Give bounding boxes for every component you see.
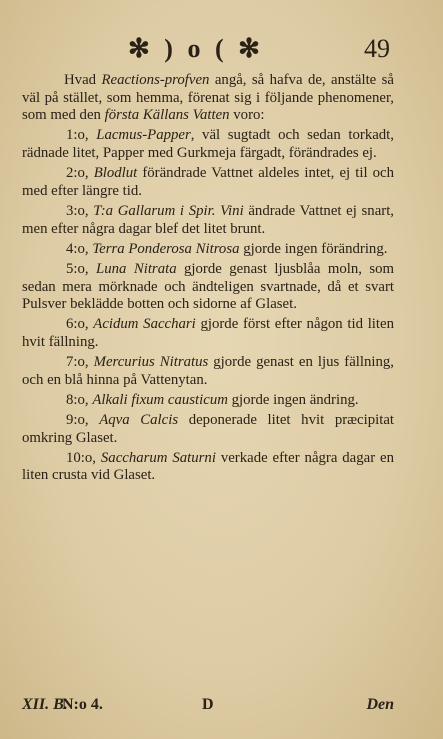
gathering-letter: D [202,696,214,713]
para-text: gjorde först efter någon tid liten hvit fällning. [22,316,394,350]
para-number: 10:o, [66,449,101,466]
paragraph-5 [22,261,394,314]
para-text: ändrade Vattnet ej snart, men efter några dagar blef det litet brunt. [22,202,394,237]
paragraph-2 [22,165,394,200]
para-text: verkade efter några dagar en liten crusta vid Glaset. [22,449,394,484]
para-text: gjorde genast ljusblåa moln, som sedan mera mörknade och ändteligen svartnade, då et svart Pulsver beklädde botten och sidorne af Glaset. [22,260,395,313]
paragraph-7 [22,354,394,389]
para-reagent: Acidum Sacchari [93,316,196,333]
para-number: 8:o, [66,391,93,408]
paragraph-6 [22,316,394,351]
para-text: gjorde ingen ändring. [227,391,359,408]
para-text: gjorde ingen förändring. [239,240,388,257]
para-text: deponerade litet hvit præcipitat omkring Glaset. [22,412,394,446]
paragraph-intro [22,72,394,125]
para-number: 3:o, [66,202,94,219]
page-number: 49 [364,34,390,63]
para-reagent: Saccharum Saturni [100,449,216,466]
para-number: 5:o, [66,260,97,277]
paragraph-1 [22,127,394,162]
para-number: 1:o, [66,127,97,144]
paragraph-3 [22,203,394,238]
para-reagent: Alkali fixum causticum [92,391,228,408]
running-header [0,34,443,68]
para-text: gjorde genast en ljus fällning, och en blå hinna på Vattenytan. [22,354,394,388]
paragraph-10 [22,450,394,485]
para-reagent: Blodlut [93,165,138,182]
para-number: 2:o, [66,165,94,182]
para-text-2: voro: [229,107,265,124]
para-reagent: Mercurius Nitratus [93,354,209,371]
paragraph-8 [22,392,394,410]
para-text: , väl sugtadt och sedan torkadt, rädnade litet, Papper med Gurkmeja färgadt, förändrades ej. [22,127,394,161]
para-number: 9:o, [66,412,100,429]
para-text: förändrade Vattnet aldeles intet, ej til och med efter längre tid. [22,165,394,199]
para-reagent: Terra Ponderosa Nitrosa [92,240,240,257]
para-reagent: Luna Nitrata [96,260,177,277]
para-italic-term: Reactions-profven [101,72,210,88]
paragraph-9 [22,412,394,447]
para-number: 7:o, [66,354,94,371]
para-text: angå, så hafva de, anstälte så väl på stället, som hemma, förenat sig i följande phenomener, som med den [22,72,394,124]
catchword: Den [366,696,394,713]
para-reagent: Aqva Calcis [99,412,179,429]
signature-number: N:o 4. [62,696,103,713]
paragraph-4 [22,241,394,259]
page-footer [22,696,394,720]
header-ornament: ✻ ) o ( ✻ [128,34,264,63]
para-reagent: Lacmus-Papper [96,127,191,144]
signature-mark: XII. B. [22,696,68,713]
para-number: 4:o, [66,240,93,257]
para-reagent: T:a Gallarum i Spir. Vini [93,202,244,219]
para-italic-term-2: första Källans Vatten [104,107,230,124]
page-body [22,72,394,488]
para-lead: Hvad [64,72,102,88]
para-number: 6:o, [66,316,94,333]
